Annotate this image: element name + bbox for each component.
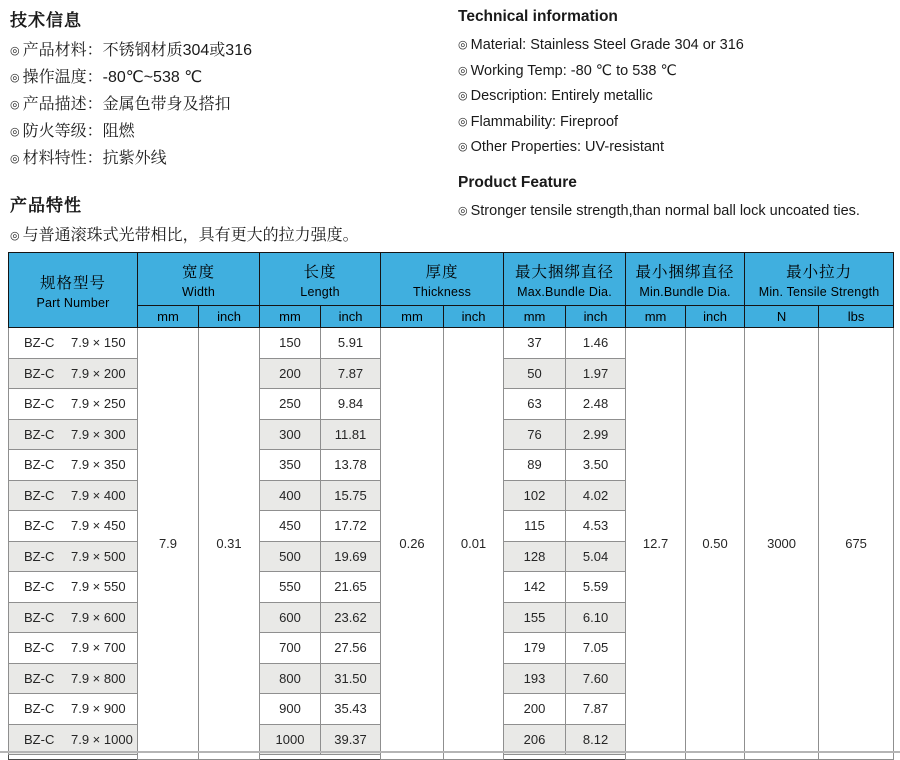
part-number-header-en: Part Number xyxy=(36,295,110,310)
thickness-mm-cell: 0.26 xyxy=(381,328,444,760)
length-mm-cell: 350 xyxy=(260,450,321,481)
part-number-cell xyxy=(9,694,138,725)
part-prefix: BZ-C xyxy=(24,609,55,625)
length-mm-cell: 400 xyxy=(260,480,321,511)
spec-item-en-text: Other Properties: UV-resistant xyxy=(470,139,665,155)
length-mm-cell: 250 xyxy=(260,389,321,420)
max-bundle-header-en: Max.Bundle Dia. xyxy=(517,284,612,299)
spec-item-cn xyxy=(10,146,450,173)
min-bundle-mm-cell: 12.7 xyxy=(626,328,686,760)
tensile-lbs-cell: 675 xyxy=(819,328,894,760)
product-feature-en-title: Product Feature xyxy=(458,173,577,191)
length-inch-cell: 35.43 xyxy=(321,694,381,725)
width-header xyxy=(138,253,260,306)
unit-header: N xyxy=(745,306,819,328)
thickness-header-cn: 厚度 xyxy=(425,263,459,281)
spec-table-body xyxy=(9,328,894,760)
part-prefix: BZ-C xyxy=(24,365,55,381)
max-bundle-inch-cell: 6.10 xyxy=(566,602,626,633)
length-inch-cell: 5.91 xyxy=(321,328,381,359)
max-bundle-inch-cell: 5.59 xyxy=(566,572,626,603)
max-bundle-inch-cell: 4.02 xyxy=(566,480,626,511)
length-mm-cell: 700 xyxy=(260,633,321,664)
bullseye-bullet-icon: ◎ xyxy=(458,90,468,102)
length-mm-cell: 800 xyxy=(260,663,321,694)
part-prefix: BZ-C xyxy=(24,731,55,747)
part-size: 7.9 × 150 xyxy=(71,335,126,351)
part-number-cell xyxy=(9,389,138,420)
spec-item-cn-text: 产品材料：不锈钢材质304或316 xyxy=(22,42,253,59)
min-bundle-header-cn: 最小捆绑直径 xyxy=(635,263,735,281)
max-bundle-inch-cell: 2.48 xyxy=(566,389,626,420)
part-prefix: BZ-C xyxy=(24,457,55,473)
unit-header: lbs xyxy=(819,306,894,328)
bullseye-bullet-icon: ◎ xyxy=(458,204,468,217)
max-bundle-mm-cell: 179 xyxy=(504,633,566,664)
spec-item-en xyxy=(458,135,894,161)
spec-item-cn-text: 材料特性：抗紫外线 xyxy=(22,150,167,167)
max-bundle-mm-cell: 115 xyxy=(504,511,566,542)
length-mm-cell: 1000 xyxy=(260,724,321,755)
spec-item-cn xyxy=(10,38,450,65)
max-bundle-mm-cell: 155 xyxy=(504,602,566,633)
thickness-header xyxy=(381,253,504,306)
spacer-cell xyxy=(9,755,138,760)
width-header-cn: 宽度 xyxy=(182,263,216,281)
bullseye-bullet-icon: ◎ xyxy=(10,45,20,57)
max-bundle-mm-cell: 128 xyxy=(504,541,566,572)
max-bundle-inch-cell: 3.50 xyxy=(566,450,626,481)
spec-item-cn-text: 防火等级：阻燃 xyxy=(22,123,135,140)
max-bundle-mm-cell: 63 xyxy=(504,389,566,420)
max-bundle-inch-cell: 8.12 xyxy=(566,724,626,755)
part-size: 7.9 × 800 xyxy=(71,670,126,686)
part-number-header xyxy=(9,253,138,328)
product-feature-cn-title: 产品特性 xyxy=(10,196,82,215)
unit-header: inch xyxy=(566,306,626,328)
part-number-cell xyxy=(9,328,138,359)
spec-item-en-text: Flammability: Fireproof xyxy=(470,113,619,130)
part-size: 7.9 × 300 xyxy=(71,426,126,442)
page-bottom-rule xyxy=(0,751,900,753)
unit-header: inch xyxy=(444,306,504,328)
max-bundle-mm-cell: 200 xyxy=(504,694,566,725)
length-inch-cell: 39.37 xyxy=(321,724,381,755)
length-inch-cell: 15.75 xyxy=(321,480,381,511)
spec-item-cn-text: 产品描述：金属色带身及搭扣 xyxy=(22,96,231,113)
spec-item-cn xyxy=(10,92,450,119)
bullseye-bullet-icon: ◎ xyxy=(10,230,20,242)
part-prefix: BZ-C xyxy=(24,670,55,686)
bullseye-bullet-icon: ◎ xyxy=(10,126,20,138)
part-number-cell xyxy=(9,663,138,694)
length-inch-cell: 23.62 xyxy=(321,602,381,633)
length-mm-cell: 150 xyxy=(260,328,321,359)
spec-item-en-text: Material: Stainless Steel Grade 304 or 316 xyxy=(470,37,744,53)
max-bundle-header-cn: 最大捆绑直径 xyxy=(515,263,615,281)
spec-item-cn xyxy=(10,119,450,146)
width-header-en: Width xyxy=(182,284,215,299)
part-size: 7.9 × 1000 xyxy=(71,731,133,747)
tensile-header-cn: 最小拉力 xyxy=(786,263,853,281)
max-bundle-inch-cell: 5.04 xyxy=(566,541,626,572)
bullseye-bullet-icon: ◎ xyxy=(458,64,468,77)
length-header-cn: 长度 xyxy=(303,263,337,281)
part-prefix: BZ-C xyxy=(24,579,55,595)
bullseye-bullet-icon: ◎ xyxy=(458,39,468,51)
length-mm-cell: 600 xyxy=(260,602,321,633)
unit-header: inch xyxy=(686,306,745,328)
spec-item-en-text: Working Temp: -80 ℃ to 538 ℃ xyxy=(470,62,677,79)
part-prefix: BZ-C xyxy=(24,426,55,442)
max-bundle-inch-cell: 7.87 xyxy=(566,694,626,725)
length-inch-cell: 21.65 xyxy=(321,572,381,603)
length-header xyxy=(260,253,381,306)
tensile-header xyxy=(745,253,894,306)
max-bundle-mm-cell: 193 xyxy=(504,663,566,694)
part-number-cell xyxy=(9,541,138,572)
part-prefix: BZ-C xyxy=(24,335,55,351)
length-mm-cell: 900 xyxy=(260,694,321,725)
length-mm-cell: 550 xyxy=(260,572,321,603)
max-bundle-inch-cell: 7.60 xyxy=(566,663,626,694)
unit-header: mm xyxy=(260,306,321,328)
length-inch-cell: 9.84 xyxy=(321,389,381,420)
spacer-cell xyxy=(504,755,566,760)
part-size: 7.9 × 400 xyxy=(71,487,126,503)
tensile-n-cell: 3000 xyxy=(745,328,819,760)
part-size: 7.9 × 500 xyxy=(71,548,126,564)
length-inch-cell: 11.81 xyxy=(321,419,381,450)
table-row xyxy=(9,328,894,359)
tech-info-cn-title: 技术信息 xyxy=(10,11,82,30)
unit-header: inch xyxy=(199,306,260,328)
part-size: 7.9 × 550 xyxy=(71,579,126,595)
part-prefix: BZ-C xyxy=(24,548,55,564)
length-header-en: Length xyxy=(300,284,340,299)
header-units-row xyxy=(9,306,894,328)
length-inch-cell: 27.56 xyxy=(321,633,381,664)
max-bundle-inch-cell: 4.53 xyxy=(566,511,626,542)
max-bundle-mm-cell: 37 xyxy=(504,328,566,359)
length-inch-cell: 31.50 xyxy=(321,663,381,694)
length-inch-cell: 13.78 xyxy=(321,450,381,481)
unit-header: mm xyxy=(504,306,566,328)
max-bundle-inch-cell: 1.46 xyxy=(566,328,626,359)
spec-item-cn-text: 操作温度：-80℃~538 ℃ xyxy=(22,69,203,86)
length-mm-cell: 500 xyxy=(260,541,321,572)
part-number-cell xyxy=(9,724,138,755)
width-inch-cell: 0.31 xyxy=(199,328,260,760)
length-mm-cell: 450 xyxy=(260,511,321,542)
thickness-header-en: Thickness xyxy=(412,284,472,299)
part-size: 7.9 × 700 xyxy=(71,640,126,656)
spacer-cell xyxy=(260,755,321,760)
part-size: 7.9 × 350 xyxy=(71,457,126,473)
part-number-cell xyxy=(9,511,138,542)
spec-table-header xyxy=(9,253,894,328)
part-prefix: BZ-C xyxy=(24,640,55,656)
spec-table xyxy=(8,252,894,760)
length-mm-cell: 200 xyxy=(260,358,321,389)
max-bundle-header xyxy=(504,253,626,306)
part-size: 7.9 × 600 xyxy=(71,609,126,625)
part-prefix: BZ-C xyxy=(24,487,55,503)
spec-item-en-text: Description: Entirely metallic xyxy=(470,88,653,104)
max-bundle-mm-cell: 50 xyxy=(504,358,566,389)
feature-item-cn-text: 与普通滚珠式光带相比，具有更大的拉力强度。 xyxy=(22,227,359,244)
part-number-cell xyxy=(9,633,138,664)
spacer-cell xyxy=(321,755,381,760)
tensile-header-en: Min. Tensile Strength xyxy=(758,284,880,299)
header-group-row xyxy=(9,253,894,306)
tech-info-cn-section xyxy=(10,6,450,250)
max-bundle-inch-cell: 7.05 xyxy=(566,633,626,664)
part-size: 7.9 × 450 xyxy=(71,518,126,534)
part-number-cell xyxy=(9,572,138,603)
unit-header: mm xyxy=(138,306,199,328)
part-number-cell xyxy=(9,450,138,481)
spec-item-en xyxy=(458,110,894,136)
max-bundle-mm-cell: 102 xyxy=(504,480,566,511)
max-bundle-mm-cell: 89 xyxy=(504,450,566,481)
max-bundle-mm-cell: 142 xyxy=(504,572,566,603)
bullseye-bullet-icon: ◎ xyxy=(10,99,20,111)
max-bundle-inch-cell: 2.99 xyxy=(566,419,626,450)
spec-item-en xyxy=(458,84,894,110)
part-size: 7.9 × 200 xyxy=(71,365,126,381)
feature-item-cn xyxy=(10,223,450,250)
bullseye-bullet-icon: ◎ xyxy=(458,115,468,128)
min-bundle-header-en: Min.Bundle Dia. xyxy=(639,284,731,299)
feature-item-en xyxy=(458,199,894,225)
part-prefix: BZ-C xyxy=(24,518,55,534)
unit-header: mm xyxy=(381,306,444,328)
length-inch-cell: 17.72 xyxy=(321,511,381,542)
part-size: 7.9 × 250 xyxy=(71,396,126,412)
part-prefix: BZ-C xyxy=(24,701,55,717)
spec-item-cn xyxy=(10,65,450,92)
part-number-cell xyxy=(9,358,138,389)
part-size: 7.9 × 900 xyxy=(71,701,126,717)
width-mm-cell: 7.9 xyxy=(138,328,199,760)
unit-header: mm xyxy=(626,306,686,328)
thickness-inch-cell: 0.01 xyxy=(444,328,504,760)
part-number-header-cn: 规格型号 xyxy=(39,274,106,292)
tech-info-en-title: Technical information xyxy=(458,8,618,25)
length-inch-cell: 7.87 xyxy=(321,358,381,389)
spec-item-en xyxy=(458,59,894,85)
spec-item-en xyxy=(458,33,894,59)
min-bundle-header xyxy=(626,253,745,306)
max-bundle-mm-cell: 206 xyxy=(504,724,566,755)
part-number-cell xyxy=(9,602,138,633)
part-number-cell xyxy=(9,419,138,450)
bullseye-bullet-icon: ◎ xyxy=(10,153,20,165)
max-bundle-inch-cell: 1.97 xyxy=(566,358,626,389)
length-mm-cell: 300 xyxy=(260,419,321,450)
unit-header: inch xyxy=(321,306,381,328)
tech-info-en-section xyxy=(458,8,894,224)
part-prefix: BZ-C xyxy=(24,396,55,412)
max-bundle-mm-cell: 76 xyxy=(504,419,566,450)
bullseye-bullet-icon: ◎ xyxy=(10,72,20,84)
min-bundle-inch-cell: 0.50 xyxy=(686,328,745,760)
spacer-cell xyxy=(566,755,626,760)
feature-item-en-text: Stronger tensile strength,than normal ball lock uncoated ties. xyxy=(470,202,860,219)
bullseye-bullet-icon: ◎ xyxy=(458,141,468,153)
length-inch-cell: 19.69 xyxy=(321,541,381,572)
part-number-cell xyxy=(9,480,138,511)
